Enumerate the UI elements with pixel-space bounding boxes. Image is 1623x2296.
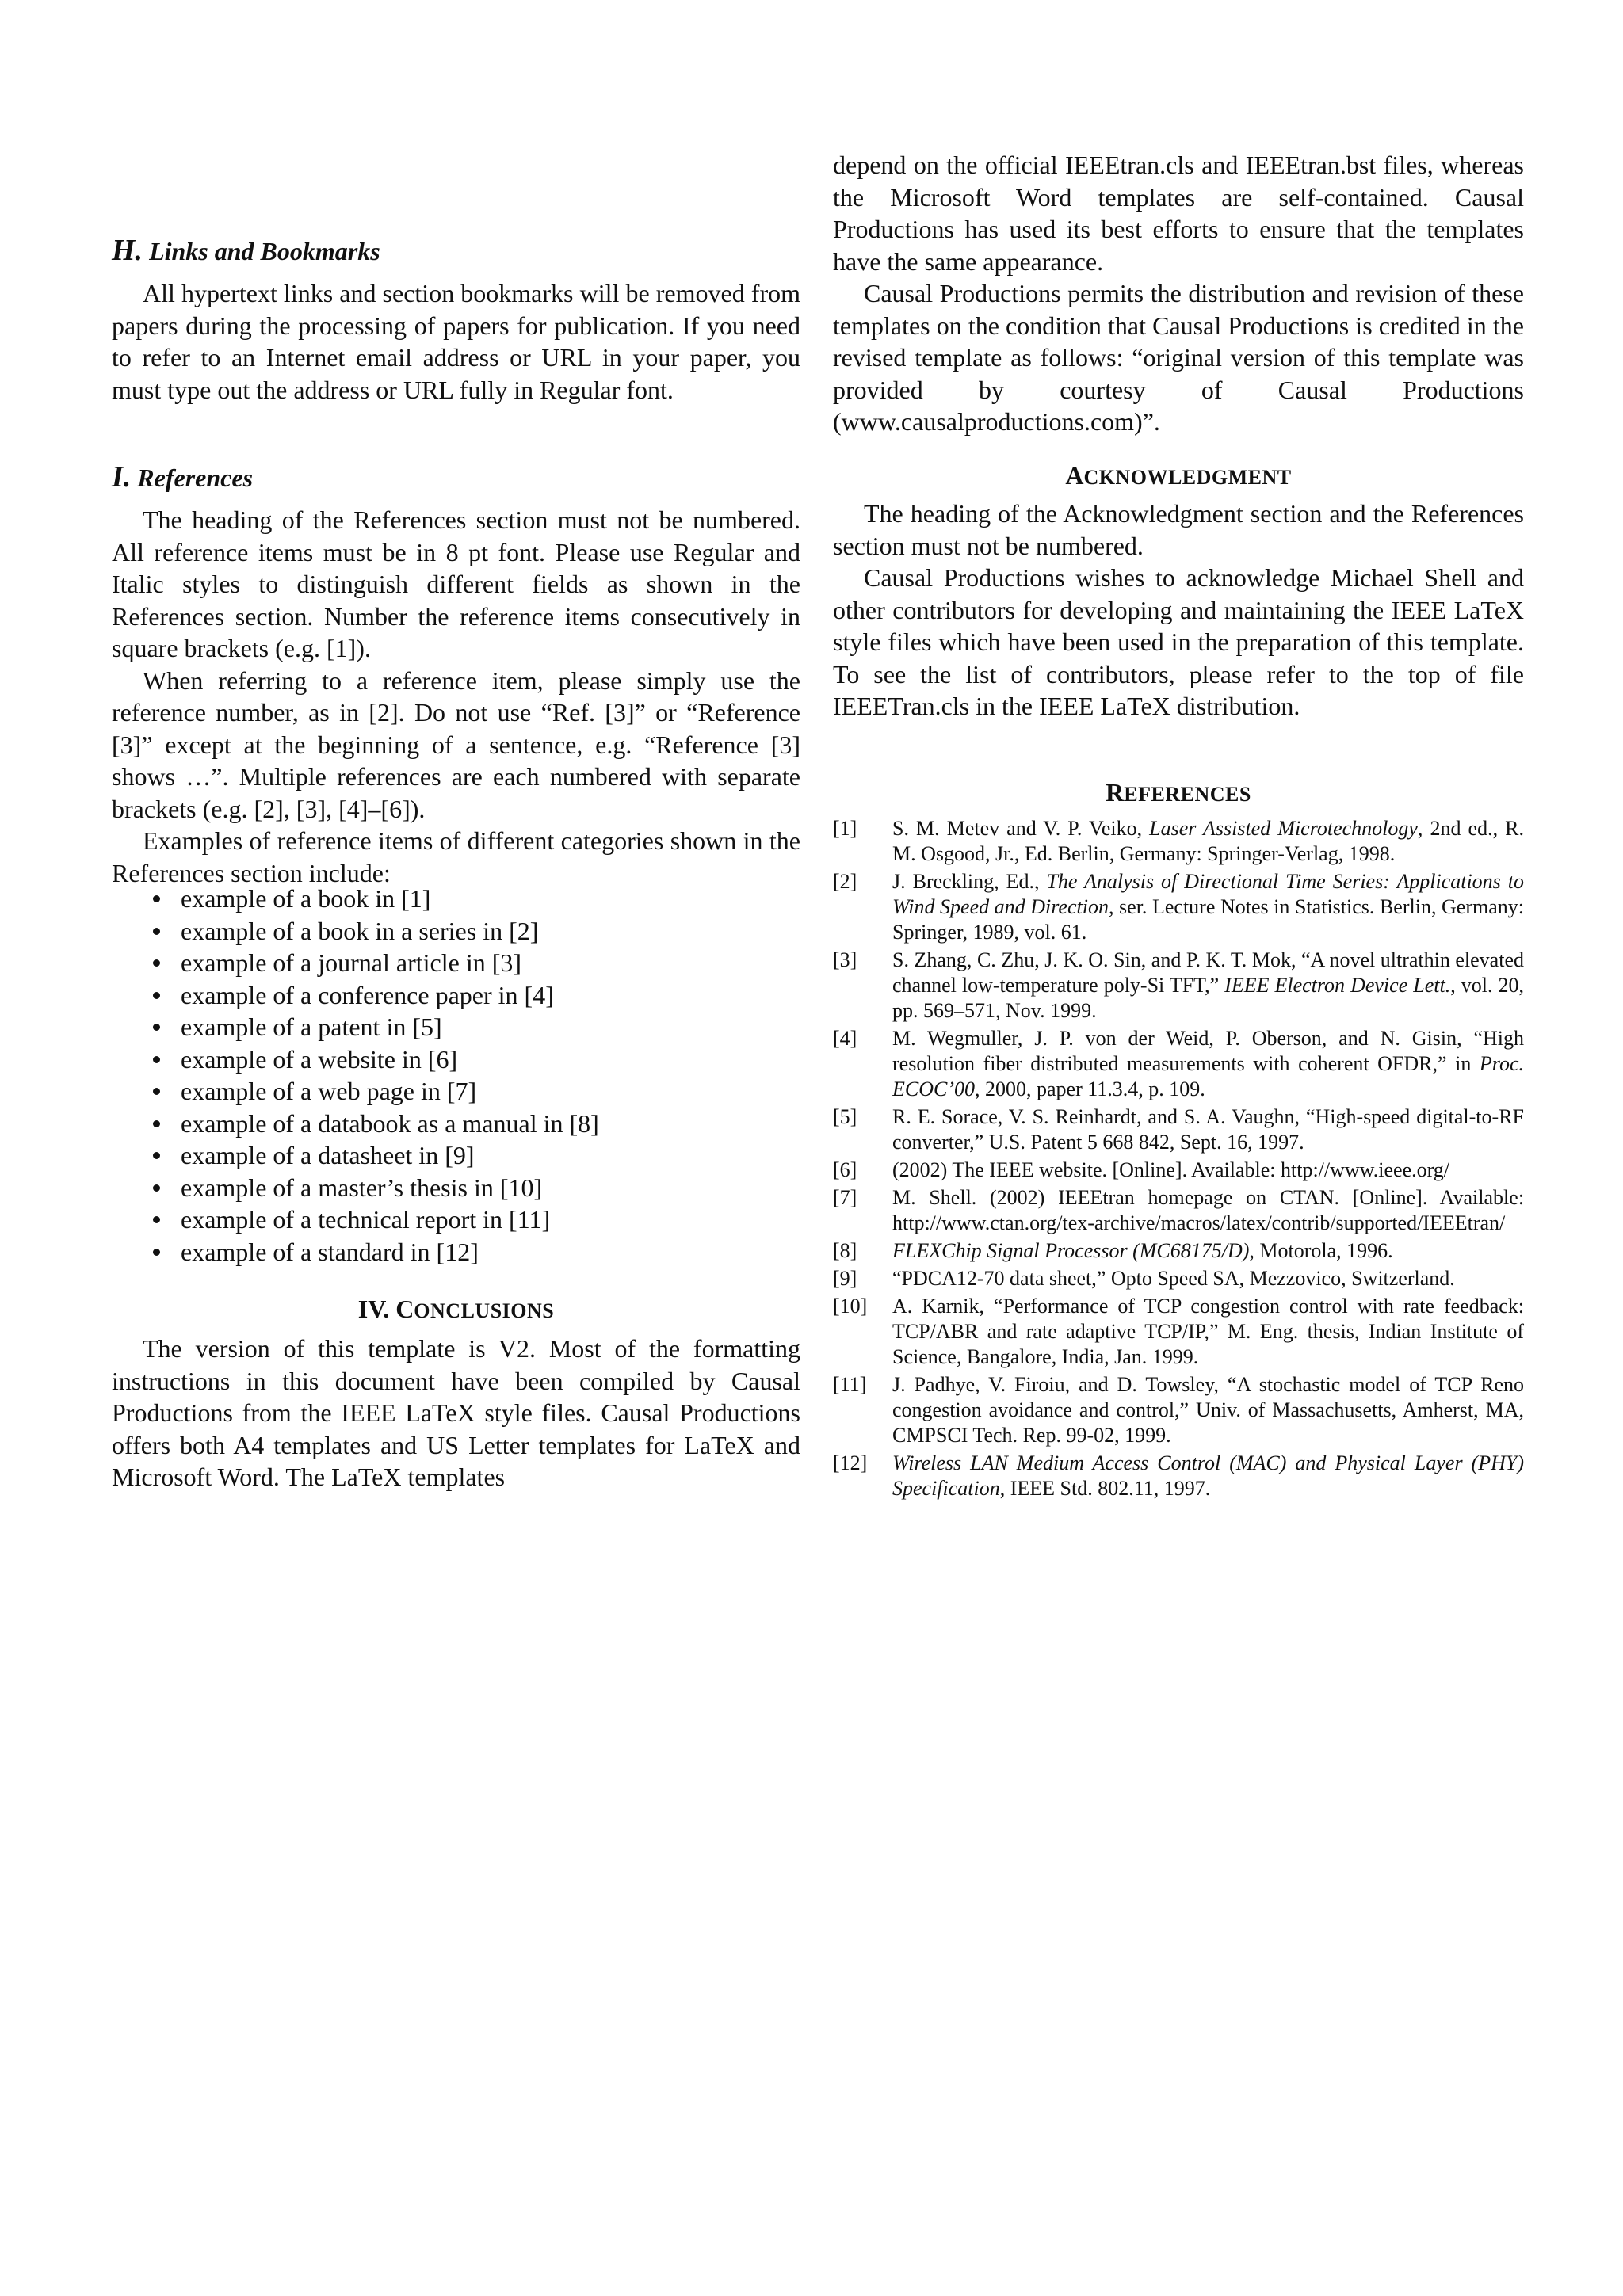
list-item-text: example of a book in [1] [181,884,431,913]
list-item-text: example of a master’s thesis in [10] [181,1173,543,1202]
bullet-icon [153,1056,160,1063]
subsection-title: References [137,463,254,492]
acknowledgment-body [833,498,1524,723]
list-item [112,979,800,1012]
list-item [112,883,800,915]
reference-italic-text: Wireless LAN Medium Access Control (MAC) and Physical Layer (PHY) Specification [892,1451,1524,1500]
list-item [112,1075,800,1108]
references-paragraph-1: The heading of the References section must not be numbered. All reference items must be in 8 pt font. Please use Regular and Italic styles to distinguish different fields as shown in the References section. Number the reference items consecutively in square brackets (e.g. [1]). [112,505,800,662]
reference-text: , ser. Lecture Notes in Statistics. Berlin, Germany: Springer, 1989, vol. 61. [892,895,1524,944]
section-heading-conclusions: IV. CONCLUSIONS [357,1295,555,1323]
reference-item [833,1104,1524,1155]
bullet-icon [153,1088,160,1095]
bullet-icon [153,992,160,999]
list-item-text: example of a technical report in [11] [181,1205,551,1234]
reference-italic-text: IEEE Electron Device Lett. [1224,974,1451,997]
references-guidance [112,504,800,889]
list-item-text: example of a patent in [5] [181,1013,442,1041]
reference-text: M. Shell. (2002) IEEEtran homepage on CTAN. [Online]. Available: http://www.ctan.org/tex-archive/macros/latex/contrib/supported/IEEEtran/ [892,1186,1524,1234]
reference-text: , vol. 20, pp. 569–571, Nov. 1999. [892,974,1524,1022]
reference-text: S. Zhang, C. Zhu, J. K. O. Sin, and P. K. T. Mok, “A novel ultrathin elevated channel low-temperature poly-Si TFT,” [892,948,1524,997]
reference-number: [2] [833,870,857,893]
list-item-text: example of a web page in [7] [181,1077,477,1105]
bullet-icon [153,1216,160,1223]
reference-text: S. M. Metev and V. P. Veiko, [892,817,1150,840]
reference-text: , IEEE Std. 802.11, 1997. [999,1477,1211,1500]
list-item [112,1172,800,1204]
conclusions-continued-paragraph: depend on the official IEEEtran.cls and IEEEtran.bst files, whereas the Microsoft Word templates are self-contained. Causal Productions has used its best efforts to ensure that the templates have the same appearance. [833,151,1524,276]
reference-text: , Motorola, 1996. [1249,1239,1393,1262]
permission-paragraph: Causal Productions permits the distribution and revision of these templates on the condition that Causal Productions is credited in the revised template as follows: “original version of this template was provided by courtesy of Causal Productions (www.causalproductions.com)”. [833,279,1524,436]
reference-number: [11] [833,1373,867,1396]
reference-text: , 2nd ed., R. M. Osgood, Jr., Ed. Berlin, Germany: Springer-Verlag, 1998. [892,817,1524,865]
reference-item [833,1158,1524,1183]
acknowledgment-paragraph-1: The heading of the Acknowledgment section and the References section must not be numbered. [833,499,1524,560]
reference-italic-text: FLEXChip Signal Processor (MC68175/D) [892,1239,1250,1262]
list-item [112,1203,800,1236]
reference-item [833,1372,1524,1448]
references-paragraph-2: When referring to a reference item, please simply use the reference number, as in [2]. Do not use “Ref. [3]” or “Reference [3]” except at the beginning of a sentence, e.g. “Reference [3] shows …”. Multiple references are each numbered with separate brackets (e.g. [2], [3], [4]–[6]). [112,666,800,823]
reference-italic-text: Laser Assisted Microtechnology [1149,817,1418,840]
list-item [112,1236,800,1268]
reference-text: (2002) The IEEE website. [Online]. Available: http://www.ieee.org/ [892,1158,1450,1181]
reference-text: J. Breckling, Ed., [892,870,1047,893]
reference-item [833,1451,1524,1501]
reference-number: [6] [833,1158,857,1181]
reference-number: [5] [833,1105,857,1128]
subsection-title: Links and Bookmarks [149,237,380,265]
reference-text: J. Padhye, V. Firoiu, and D. Towsley, “A stochastic model of TCP Reno congestion avoidance and control,” Univ. of Massachusetts, Amherst, MA, CMPSCI Tech. Rep. 99-02, 1999. [892,1373,1524,1447]
section-heading-references: REFERENCES [1106,778,1251,807]
reference-item [833,1185,1524,1236]
reference-italic-text: The Analysis of Directional Time Series: Applications to Wind Speed and Direction [892,870,1524,918]
subsection-heading-links [112,233,380,268]
conclusions-paragraph: The version of this template is V2. Most of the formatting instructions in this document have been compiled by Causal Productions from the IEEE LaTeX style files. Causal Productions offers both A4 templates and US Letter templates for LaTeX and Microsoft Word. The LaTeX templates [112,1334,800,1491]
list-item [112,1043,800,1076]
reference-list [833,816,1524,1504]
list-item-text: example of a book in a series in [2] [181,916,539,945]
subsection-letter: H. [112,234,143,267]
list-item-text: example of a conference paper in [4] [181,980,554,1009]
list-item-text: example of a datasheet in [9] [181,1141,475,1169]
bullet-icon [153,928,160,935]
reference-item [833,948,1524,1024]
reference-item [833,1294,1524,1370]
list-item-text: example of a standard in [12] [181,1237,479,1266]
subsection-letter: I. [112,460,132,494]
reference-number: [8] [833,1239,857,1262]
list-item [112,1011,800,1043]
list-item [112,915,800,948]
section-heading-acknowledgment: ACKNOWLEDGMENT [1065,461,1292,490]
references-paragraph-3: Examples of reference items of different categories shown in the References section include: [112,826,800,887]
reference-text: , 2000, paper 11.3.4, p. 109. [975,1077,1205,1100]
bullet-icon [153,959,160,967]
list-item-text: example of a journal article in [3] [181,948,522,977]
reference-number: [10] [833,1295,868,1318]
reference-number: [1] [833,817,857,840]
reference-item [833,816,1524,867]
list-item-text: example of a databook as a manual in [8] [181,1108,599,1138]
subsection-heading-references [112,460,253,494]
list-item [112,947,800,979]
reference-examples-list [112,883,800,1268]
reference-text: “PDCA12-70 data sheet,” Opto Speed SA, Mezzovico, Switzerland. [892,1267,1455,1290]
reference-text: R. E. Sorace, V. S. Reinhardt, and S. A. Vaughn, “High-speed digital-to-RF converter,” U.S. Patent 5 668 842, Sept. 16, 1997. [892,1105,1524,1154]
links-paragraph: All hypertext links and section bookmarks will be removed from papers during the processing of papers for publication. If you need to refer to an Internet email address or URL in your paper, you must type out the address or URL fully in Regular font. [112,279,800,404]
list-item [112,1139,800,1172]
reference-number: [4] [833,1027,857,1050]
conclusions-continuation [833,149,1524,438]
reference-number: [9] [833,1267,857,1290]
bullet-icon [153,1024,160,1031]
reference-item [833,1026,1524,1102]
bullet-icon [153,1249,160,1256]
bullet-icon [153,895,160,902]
bullet-icon [153,1120,160,1127]
bullet-icon [153,1152,160,1159]
bullet-icon [153,1184,160,1192]
reference-text: A. Karnik, “Performance of TCP congestion control with rate feedback: TCP/ABR and rate adaptive TCP/IP,” M. Eng. thesis, Indian Institute of Science, Bangalore, India, Jan. 1999. [892,1295,1524,1368]
reference-text: M. Wegmuller, J. P. von der Weid, P. Oberson, and N. Gisin, “High resolution fiber distributed measurements with coherent OFDR,” in [892,1027,1524,1075]
acknowledgment-paragraph-2: Causal Productions wishes to acknowledge Michael Shell and other contributors for developing and maintaining the IEEE LaTeX style files which have been used in the preparation of this template. To see the list of contributors, please refer to the top of file IEEETran.cls in the IEEE LaTeX distribution. [833,563,1524,720]
reference-italic-text: Proc. ECOC’00 [892,1052,1524,1100]
list-item-text: example of a website in [6] [181,1044,458,1074]
reference-item [833,1266,1524,1291]
reference-number: [7] [833,1186,857,1209]
reference-item [833,869,1524,945]
reference-number: [3] [833,948,857,971]
reference-number: [12] [833,1451,868,1474]
list-item [112,1108,800,1140]
reference-item [833,1238,1524,1264]
